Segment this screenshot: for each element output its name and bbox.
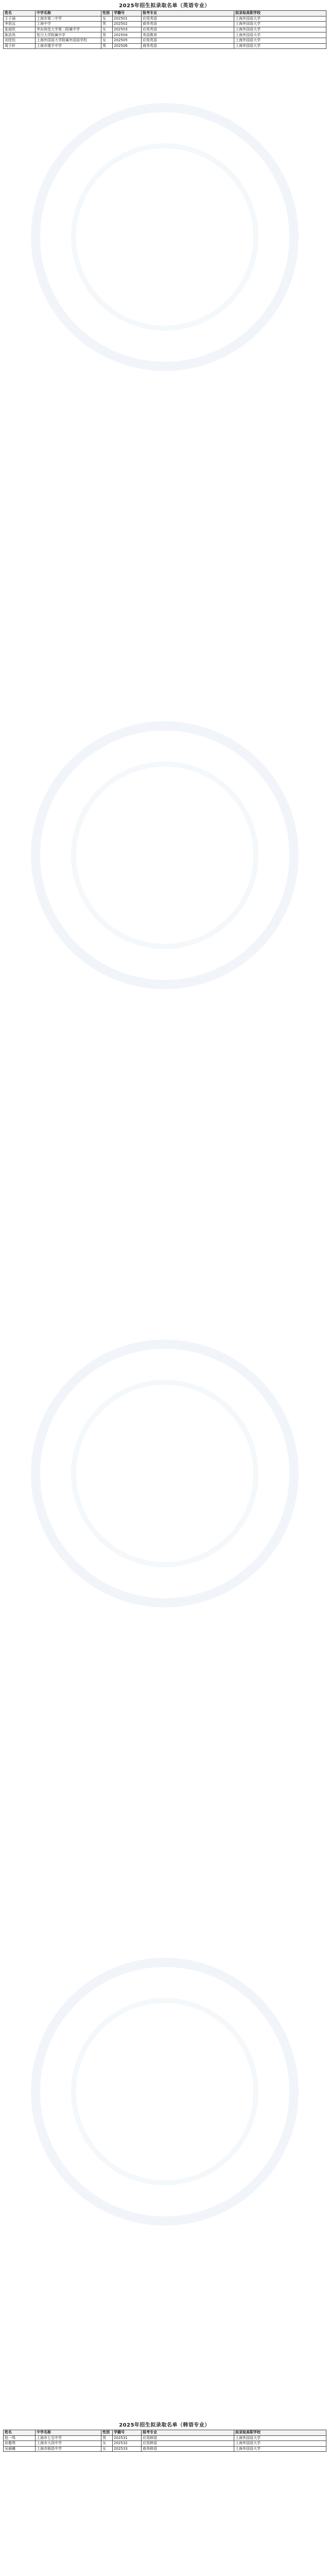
section-title: 2025年招生拟录取名单（韩语专业） [119, 2422, 210, 2428]
watermark-seal [31, 1340, 299, 1607]
table-cell: 上海外国语大学 [234, 2446, 326, 2452]
table-cell: 赵一鸣 [4, 2435, 36, 2441]
table-cell: 202533 [113, 2446, 142, 2452]
header-row [4, 11, 326, 16]
table-row [4, 2435, 326, 2441]
table-cell: 202505 [113, 38, 142, 43]
table-cell: 王子涵 [4, 16, 36, 22]
column-header: 性别 [101, 11, 113, 16]
table-cell: 孙雅琪 [4, 2441, 36, 2447]
table-cell: 上海外国语大学 [234, 32, 326, 38]
table-cell: 女 [101, 27, 113, 32]
table-row [4, 43, 326, 49]
column-header: 报考专业 [142, 2430, 234, 2436]
table-cell: 华东师范大学第二附属中学 [36, 27, 101, 32]
table-cell: 上海市格致中学 [36, 2446, 101, 2452]
column-header: 学籍号 [113, 2430, 142, 2436]
header-row [4, 2430, 326, 2436]
table-row [4, 32, 326, 38]
table-cell: 202532 [113, 2441, 142, 2447]
table-cell: 李思远 [4, 22, 36, 27]
table-cell: 202506 [113, 43, 142, 49]
table-cell: 应用英语 [142, 27, 234, 32]
column-header: 中学名称 [36, 2430, 101, 2436]
table-cell: 上海外国语大学 [234, 22, 326, 27]
table-cell: 商务韩语 [142, 2446, 234, 2452]
table-cell: 应用韩语 [142, 2435, 234, 2441]
table-cell: 英语教育 [142, 32, 234, 38]
table-cell: 张雨欣 [4, 27, 36, 32]
table-cell: 上海市建平中学 [36, 43, 101, 49]
table-cell: 上海外国语大学 [234, 27, 326, 32]
table-cell: 商务英语 [142, 43, 234, 49]
table-cell: 男 [101, 43, 113, 49]
table-row [4, 16, 326, 22]
table-row [4, 22, 326, 27]
table-cell: 上海外国语大学 [234, 16, 326, 22]
table-cell: 女 [101, 2446, 113, 2452]
list-section [3, 2421, 326, 2452]
table-cell: 202504 [113, 32, 142, 38]
table-cell: 复旦大学附属中学 [36, 32, 101, 38]
admission-table [3, 10, 326, 49]
table-cell: 上海外国语大学 [234, 43, 326, 49]
table-cell: 上海外国语大学附属外国语学校 [36, 38, 101, 43]
table-cell: 应用韩语 [142, 2441, 234, 2447]
table-cell: 应用英语 [142, 16, 234, 22]
table-cell: 上海中学 [36, 22, 101, 27]
table-cell: 刘佳怡 [4, 38, 36, 43]
table-cell: 女 [101, 16, 113, 22]
table-row [4, 2446, 326, 2452]
table-cell: 上海外国语大学 [234, 38, 326, 43]
table-row [4, 38, 326, 43]
column-header: 报考专业 [142, 11, 234, 16]
column-header: 性别 [101, 2430, 113, 2436]
table-cell: 男 [101, 22, 113, 27]
table-cell: 女 [101, 2441, 113, 2447]
column-header: 中学名称 [36, 11, 101, 16]
admission-table [3, 2430, 326, 2452]
column-header: 拟录取高职学校 [234, 2430, 326, 2436]
table-cell: 202531 [113, 2435, 142, 2441]
column-header: 姓名 [4, 2430, 36, 2436]
table-cell: 周子轩 [4, 43, 36, 49]
watermark-seal [31, 1958, 299, 2226]
column-header: 姓名 [4, 11, 36, 16]
watermark-seal [31, 721, 299, 989]
table-cell: 上海外国语大学 [234, 2441, 326, 2447]
column-header: 学籍号 [113, 11, 142, 16]
table-row [4, 27, 326, 32]
table-cell: 吴晨曦 [4, 2446, 36, 2452]
table-cell: 应用英语 [142, 38, 234, 43]
table-cell: 上海市第二中学 [36, 16, 101, 22]
section-title: 2025年招生拟录取名单（英语专业） [119, 3, 210, 9]
table-cell: 202502 [113, 22, 142, 27]
column-header: 拟录取高职学校 [234, 11, 326, 16]
table-cell: 202501 [113, 16, 142, 22]
table-row [4, 2441, 326, 2447]
table-cell: 202503 [113, 27, 142, 32]
table-cell: 上海市大同中学 [36, 2441, 101, 2447]
list-section [3, 2, 326, 49]
table-cell: 男 [101, 32, 113, 38]
table-cell: 商务英语 [142, 22, 234, 27]
table-cell: 上海市七宝中学 [36, 2435, 101, 2441]
table-cell: 男 [101, 2435, 113, 2441]
watermark-seal [31, 103, 299, 371]
table-cell: 女 [101, 38, 113, 43]
table-cell: 陈浩然 [4, 32, 36, 38]
table-cell: 上海外国语大学 [234, 2435, 326, 2441]
